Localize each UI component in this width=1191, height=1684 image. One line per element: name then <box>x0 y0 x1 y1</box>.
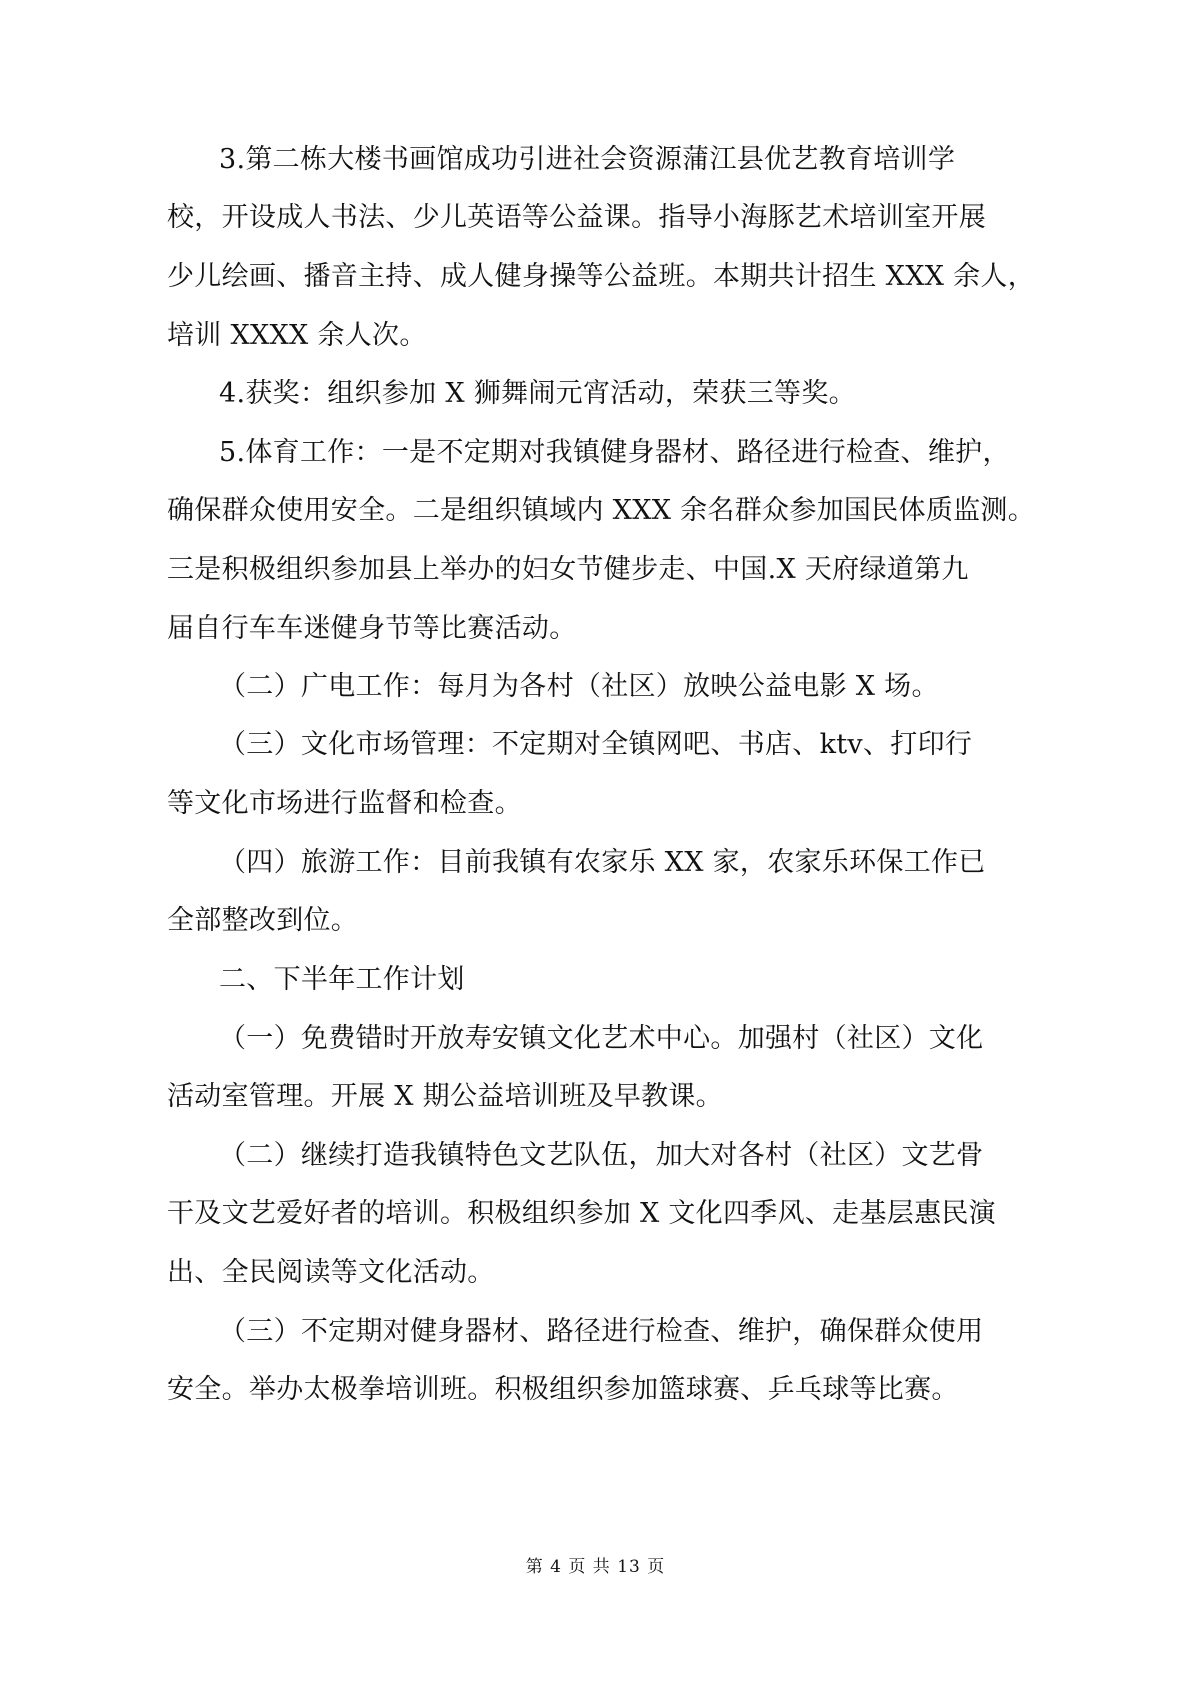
text-line: 等文化市场进行监督和检查。 <box>167 788 522 819</box>
text-line: （四）旅游工作：目前我镇有农家乐 XX 家，农家乐环保工作已 <box>219 847 986 878</box>
text-line: （三）文化市场管理：不定期对全镇网吧、书店、ktv、打印行 <box>219 729 973 760</box>
text-line: 安全。举办太极拳培训班。积极组织参加篮球赛、乒乓球等比赛。 <box>167 1374 959 1405</box>
text-line: 少儿绘画、播音主持、成人健身操等公益班。本期共计招生 XXX 余人， <box>167 261 1036 292</box>
text-line: （二）继续打造我镇特色文艺队伍，加大对各村（社区）文艺骨 <box>219 1140 984 1171</box>
text-line: 3.第二栋大楼书画馆成功引进社会资源蒲江县优艺教育培训学 <box>219 144 956 175</box>
text-line: 培训 XXXX 余人次。 <box>167 320 427 351</box>
text-line: 全部整改到位。 <box>167 905 359 936</box>
text-line: 三是积极组织参加县上举办的妇女节健步走、中国.X 天府绿道第九 <box>167 554 969 585</box>
text-line: （二）广电工作：每月为各村（社区）放映公益电影 X 场。 <box>219 671 939 702</box>
section-heading: 二、下半年工作计划 <box>219 964 465 995</box>
text-line: （一）免费错时开放寿安镇文化艺术中心。加强村（社区）文化 <box>219 1023 984 1054</box>
text-line: 4.获奖：组织参加 X 狮舞闹元宵活动，荣获三等奖。 <box>219 378 856 409</box>
text-line: （三）不定期对健身器材、路径进行检查、维护，确保群众使用 <box>219 1316 984 1347</box>
text-line: 活动室管理。开展 X 期公益培训班及早教课。 <box>167 1081 723 1112</box>
text-line: 出、全民阅读等文化活动。 <box>167 1257 495 1288</box>
text-line: 校，开设成人书法、少儿英语等公益课。指导小海豚艺术培训室开展 <box>167 202 986 233</box>
page-footer: 第 4 页 共 13 页 <box>525 1557 666 1577</box>
text-line: 5.体育工作：一是不定期对我镇健身器材、路径进行检查、维护， <box>219 437 1010 468</box>
text-line: 干及文艺爱好者的培训。积极组织参加 X 文化四季风、走基层惠民演 <box>167 1198 996 1229</box>
text-line: 确保群众使用安全。二是组织镇域内 XXX 余名群众参加国民体质监测。 <box>167 495 1036 526</box>
text-line: 届自行车车迷健身节等比赛活动。 <box>167 613 577 644</box>
